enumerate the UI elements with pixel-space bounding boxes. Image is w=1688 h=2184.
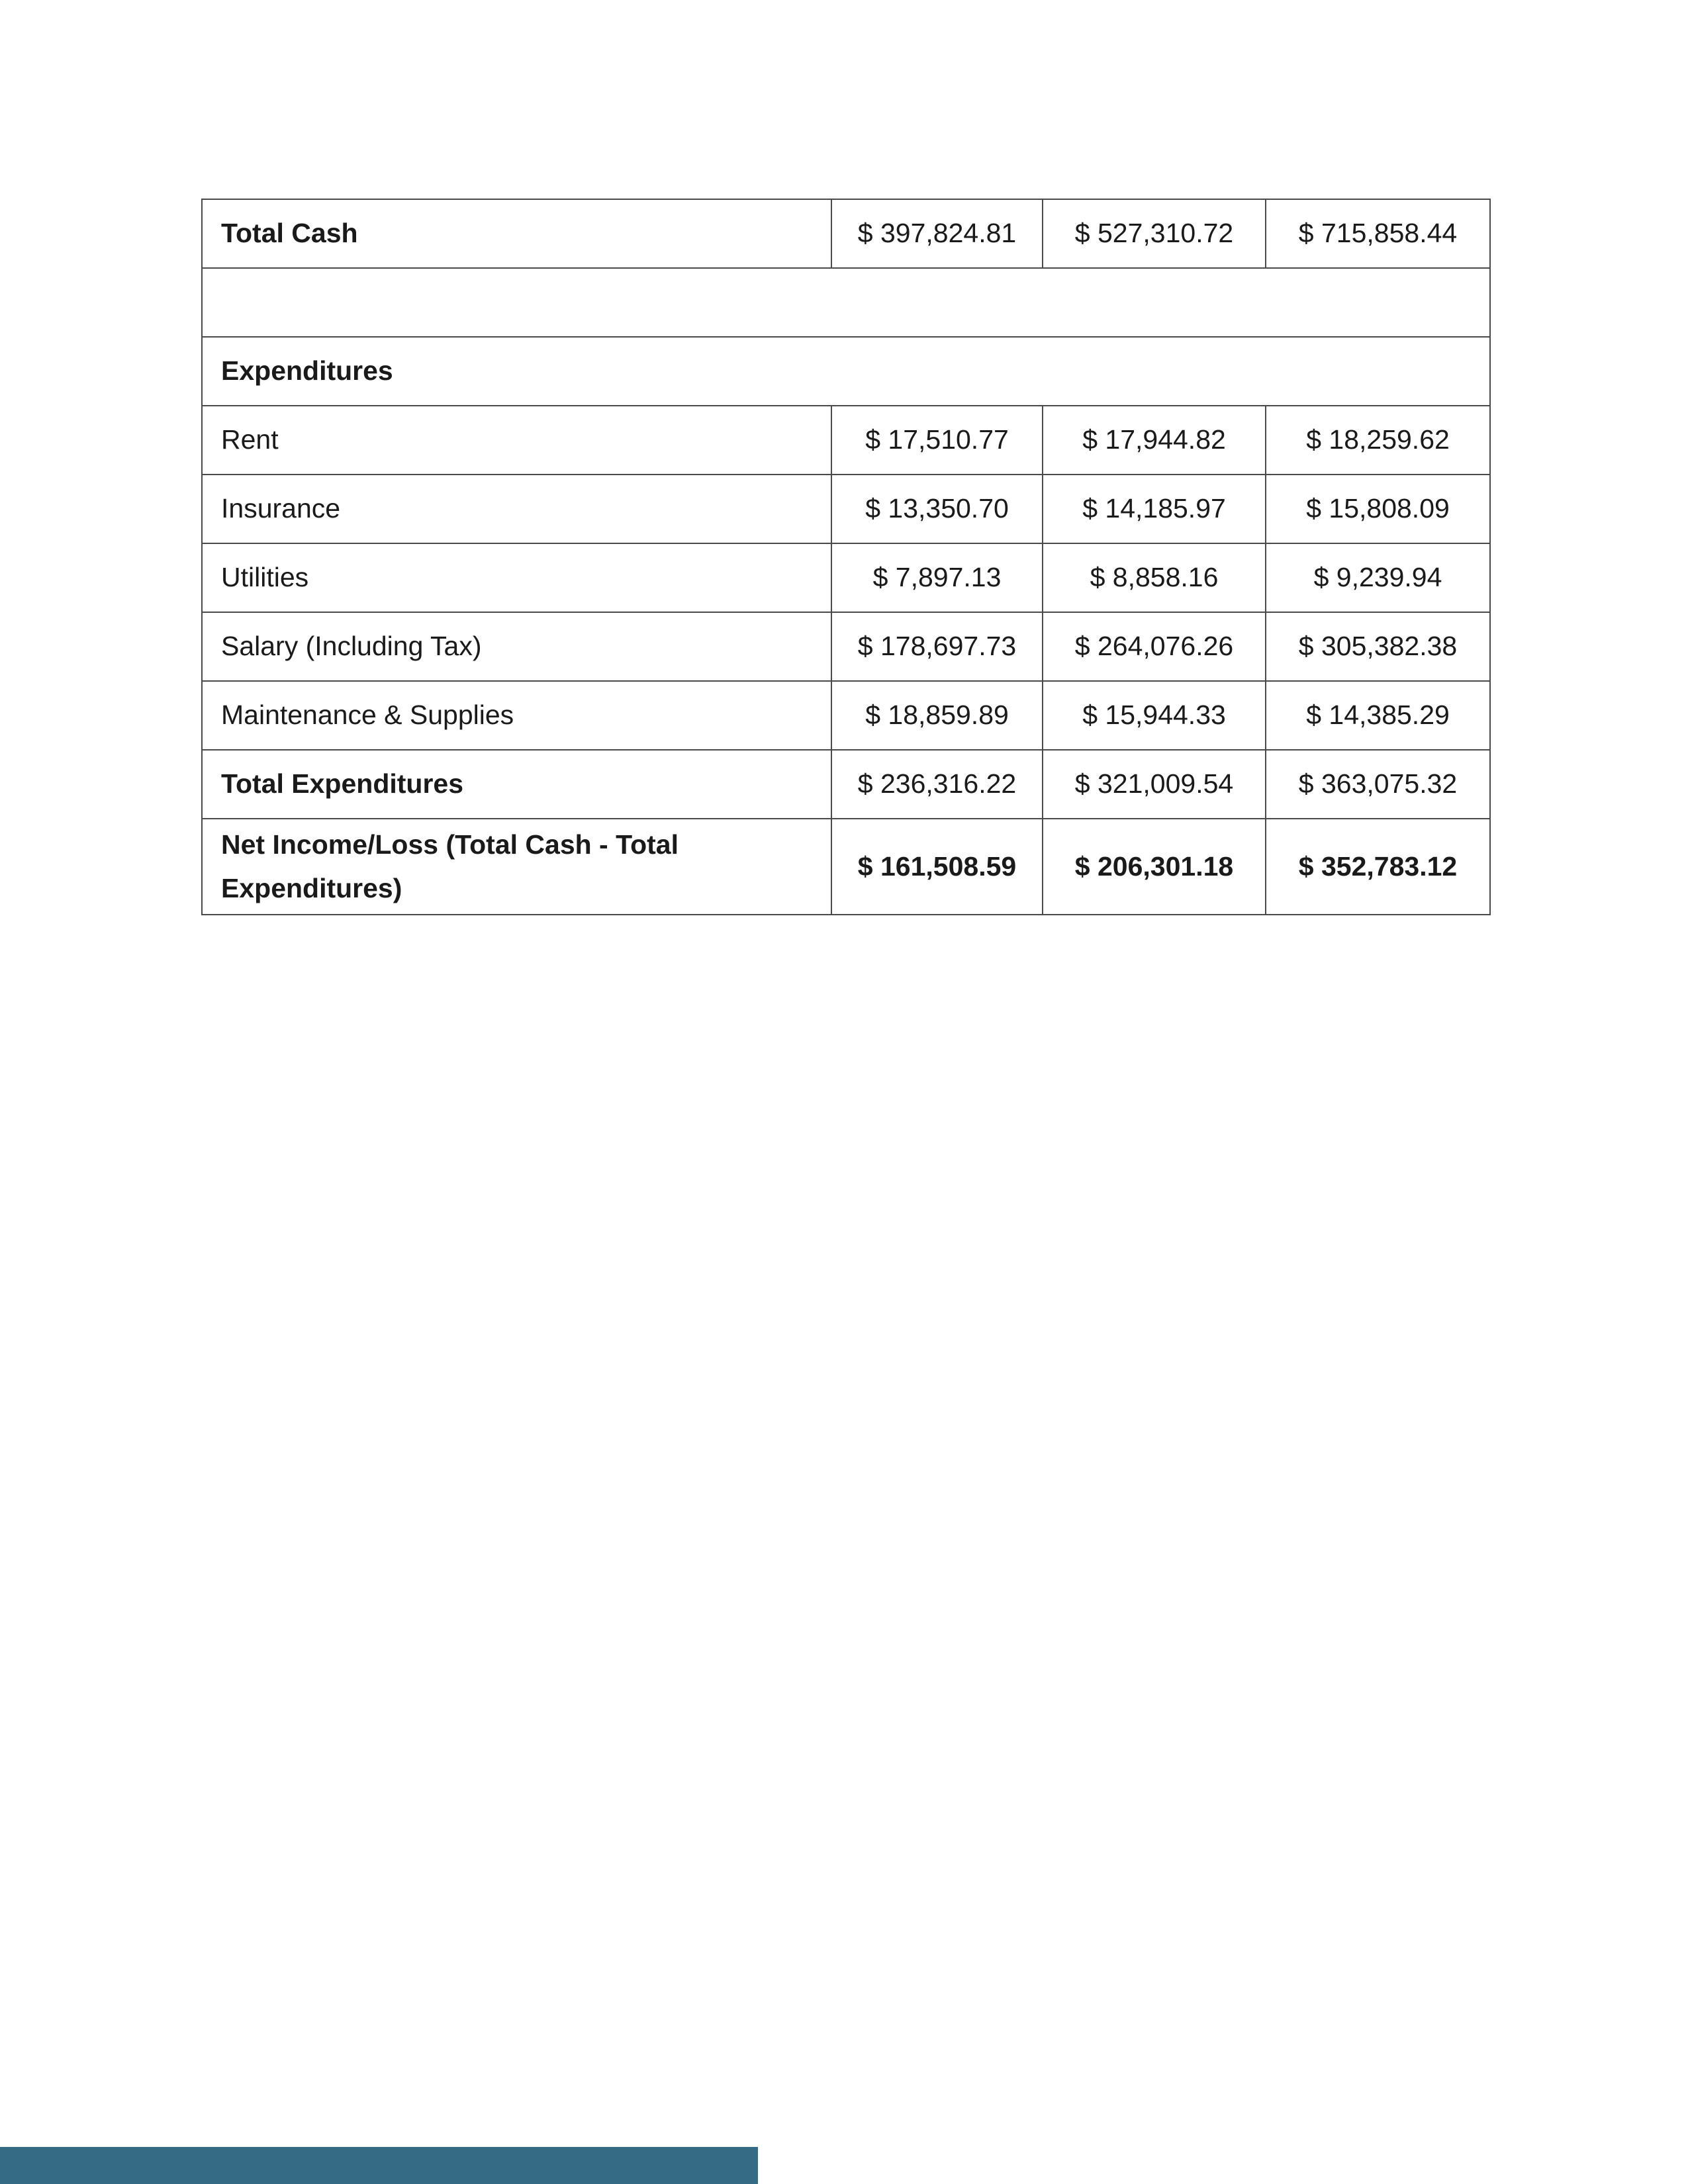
table-row-total-cash xyxy=(202,199,1490,268)
row-label: Total Cash xyxy=(202,199,831,268)
footer-accent-bar xyxy=(0,2147,758,2184)
table-row-total-expenditures xyxy=(202,750,1490,819)
cell-value: $ 17,944.82 xyxy=(1043,406,1266,475)
cell-value: $ 7,897.13 xyxy=(831,543,1043,612)
cell-value: $ 18,259.62 xyxy=(1266,406,1490,475)
net-income-label-line2: Expenditures) xyxy=(221,872,402,903)
cell-value: $ 17,510.77 xyxy=(831,406,1043,475)
cell-value: $ 13,350.70 xyxy=(831,475,1043,543)
row-label xyxy=(202,819,831,915)
cell-value: $ 206,301.18 xyxy=(1043,819,1266,915)
row-label: Utilities xyxy=(202,543,831,612)
cell-value: $ 321,009.54 xyxy=(1043,750,1266,819)
cell-value: $ 14,185.97 xyxy=(1043,475,1266,543)
cell-value: $ 18,859.89 xyxy=(831,681,1043,750)
row-label: Rent xyxy=(202,406,831,475)
cell-value: $ 264,076.26 xyxy=(1043,612,1266,681)
table-row-net-income xyxy=(202,819,1490,915)
table-row xyxy=(202,612,1490,681)
cell-value: $ 236,316.22 xyxy=(831,750,1043,819)
cell-value: $ 305,382.38 xyxy=(1266,612,1490,681)
cell-value: $ 178,697.73 xyxy=(831,612,1043,681)
cell-value: $ 15,808.09 xyxy=(1266,475,1490,543)
table-row xyxy=(202,543,1490,612)
table-row xyxy=(202,406,1490,475)
table-row-spacer xyxy=(202,268,1490,337)
cell-value: $ 527,310.72 xyxy=(1043,199,1266,268)
table-row xyxy=(202,475,1490,543)
cell-value: $ 715,858.44 xyxy=(1266,199,1490,268)
net-income-label-line1: Net Income/Loss (Total Cash - Total xyxy=(221,829,679,860)
cell-value: $ 352,783.12 xyxy=(1266,819,1490,915)
cell-value: $ 15,944.33 xyxy=(1043,681,1266,750)
cell-value: $ 9,239.94 xyxy=(1266,543,1490,612)
table-row xyxy=(202,681,1490,750)
cell-value: $ 14,385.29 xyxy=(1266,681,1490,750)
cell-value: $ 363,075.32 xyxy=(1266,750,1490,819)
cell-value: $ 397,824.81 xyxy=(831,199,1043,268)
cell-value: $ 161,508.59 xyxy=(831,819,1043,915)
empty-row-cell xyxy=(202,268,1490,337)
row-label: Total Expenditures xyxy=(202,750,831,819)
cell-value: $ 8,858.16 xyxy=(1043,543,1266,612)
section-header: Expenditures xyxy=(202,337,1490,406)
table-row-expenditures-header xyxy=(202,337,1490,406)
row-label: Insurance xyxy=(202,475,831,543)
financial-table xyxy=(201,199,1491,915)
row-label: Salary (Including Tax) xyxy=(202,612,831,681)
row-label: Maintenance & Supplies xyxy=(202,681,831,750)
